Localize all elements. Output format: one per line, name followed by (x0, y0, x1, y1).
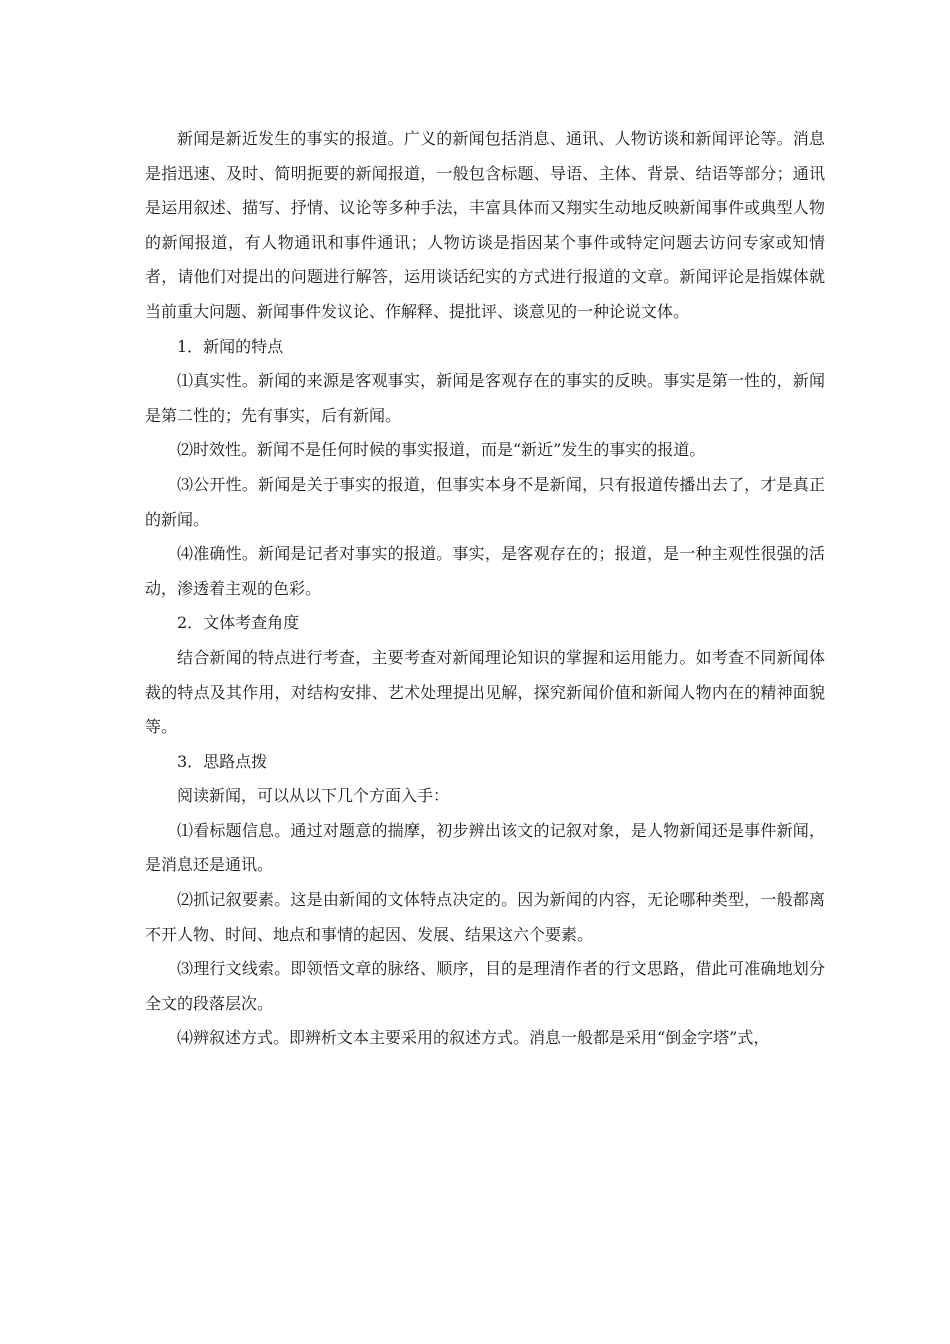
feature-publicity: ⑶公开性。新闻是关于事实的报道，但事实本身不是新闻，只有报道传播出去了，才是真正的新闻。 (145, 474, 825, 529)
approach-intro: 阅读新闻，可以从以下几个方面入手： (177, 786, 450, 806)
approach-elements: ⑵抓记叙要素。这是由新闻的文体特点决定的。因为新闻的内容，无论哪种类型，一般都离不开人物、时间、地点和事情的起因、发展、结果这六个要素。 (145, 890, 825, 944)
feature-authenticity: ⑴真实性。新闻的来源是客观事实，新闻是客观存在的事实的反映。事实是第一性的，新闻是第二性的；先有事实，后有新闻。 (145, 371, 825, 425)
approach-narration: ⑷辨叙述方式。即辨析文本主要采用的叙述方式。消息一般都是采用“倒金字塔”式， (177, 1028, 770, 1048)
exam-angle-paragraph: 结合新闻的特点进行考查，主要考查对新闻理论知识的掌握和运用能力。如考查不同新闻体裁的特点及其作用，对结构安排、艺术处理提出见解，探究新闻价值和新闻人物内在的精神面貌等。 (145, 647, 825, 737)
approach-clues: ⑶理行文线索。即领悟文章的脉络、顺序，目的是理清作者的行文思路，借此可准确地划分全文的段落层次。 (145, 959, 825, 1013)
intro-paragraph: 新闻是新近发生的事实的报道。广义的新闻包括消息、通讯、人物访谈和新闻评论等。消息是指迅速、及时、简明扼要的新闻报道，一般包含标题、导语、主体、背景、结语等部分；通讯是运用叙述、描写、抒情、议论等多种手法，丰富具体而又翔实生动地反映新闻事件或典型人物的新闻报道，有人物通讯和事件通讯；人物访谈是指因某个事件或特定问题去访问专家或知情者，请他们对提出的问题进行解答，运用谈话纪实的方式进行报道的文章。新闻评论是指媒体就当前重大问题、新闻事件发议论、作解释、提批评、谈意见的一种论说文体。 (145, 129, 825, 321)
approach-title-info: ⑴看标题信息。通过对题意的揣摩，初步辨出该文的记叙对象，是人物新闻还是事件新闻，是消息还是通讯。 (145, 820, 825, 875)
section-heading-features: 1．新闻的特点 (177, 336, 284, 356)
section-heading-exam-angle: 2．文体考查角度 (177, 613, 300, 633)
feature-timeliness: ⑵时效性。新闻不是任何时候的事实报道，而是“新近”发生的事实的报道。 (177, 440, 706, 460)
body-text (145, 122, 825, 1056)
feature-accuracy: ⑷准确性。新闻是记者对事实的报道。事实，是客观存在的；报道，是一种主观性很强的活动，渗透着主观的色彩。 (145, 544, 825, 598)
section-heading-approach: 3．思路点拨 (177, 751, 268, 771)
